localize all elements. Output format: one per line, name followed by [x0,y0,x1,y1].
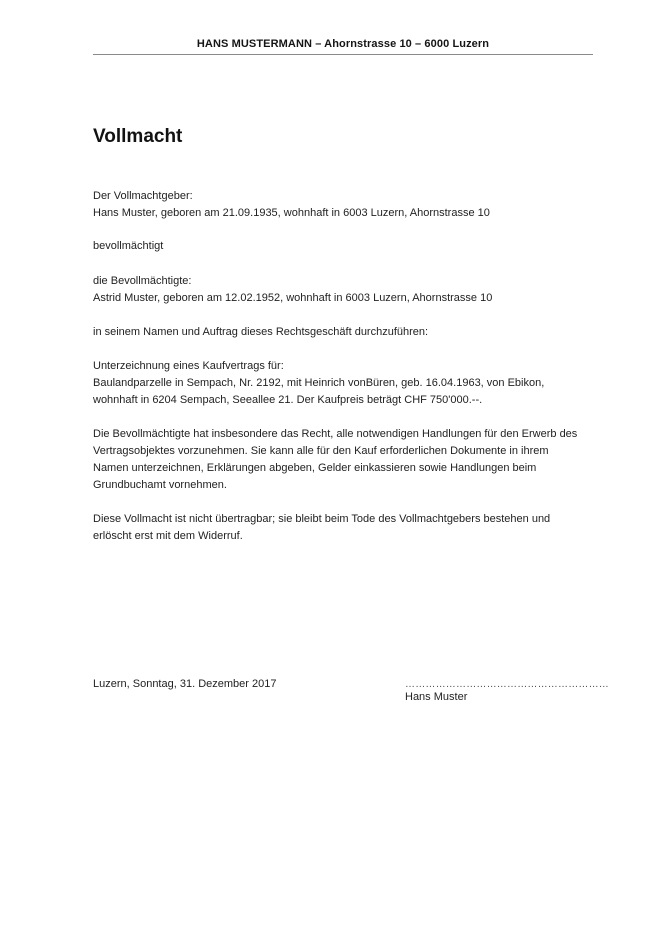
signatory-name: Hans Muster [405,691,468,703]
rights-line: Grundbuchamt vornehmen. [93,479,227,491]
grantor-block [93,188,593,222]
mandate-block [93,324,593,341]
letterhead-divider [93,54,593,55]
document-title: Vollmacht [93,126,183,147]
transaction-line: wohnhaft in 6204 Sempach, Seeallee 21. Der Kaufpreis beträgt CHF 750'000.--. [93,394,483,406]
transaction-block [93,358,593,409]
grantor-label: Der Vollmachtgeber: [93,190,193,202]
grantee-block [93,273,593,307]
transaction-line: Unterzeichnung eines Kaufvertrags für: [93,360,284,372]
letterhead: HANS MUSTERMANN – Ahornstrasse 10 – 6000 Luzern [196,38,490,50]
grantor-details: Hans Muster, geboren am 21.09.1935, wohnhaft in 6003 Luzern, Ahornstrasse 10 [93,207,490,219]
transferability-block [93,511,593,545]
transferability-line: Diese Vollmacht ist nicht übertragbar; sie bleibt beim Tode des Vollmachtgebers bestehen und [93,513,551,525]
transaction-line: Baulandparzelle in Sempach, Nr. 2192, mit Heinrich vonBüren, geb. 16.04.1963, von Ebikon, [93,377,545,389]
grantee-label: die Bevollmächtigte: [93,275,192,287]
authorization-block [93,238,593,255]
signature-line: …………………………………………………… [405,679,609,690]
transferability-line: erlöscht erst mit dem Widerruf. [93,530,243,542]
rights-line: Vertragsobjektes vorzunehmen. Sie kann alle für den Kauf erforderlichen Dokumente in ihrem [93,445,549,457]
rights-block [93,426,593,494]
mandate-text: in seinem Namen und Auftrag dieses Rechtsgeschäft durchzuführen: [93,326,429,338]
authorizes-text: bevollmächtigt [93,240,164,252]
place-date: Luzern, Sonntag, 31. Dezember 2017 [93,678,277,690]
rights-line: Die Bevollmächtigte hat insbesondere das Recht, alle notwendigen Handlungen für den Erwerb des [93,428,578,440]
rights-line: Namen unterzeichnen, Erklärungen abgeben, Gelder einkassieren sowie Handlungen beim [93,462,537,474]
grantee-details: Astrid Muster, geboren am 12.02.1952, wohnhaft in 6003 Luzern, Ahornstrasse 10 [93,292,493,304]
